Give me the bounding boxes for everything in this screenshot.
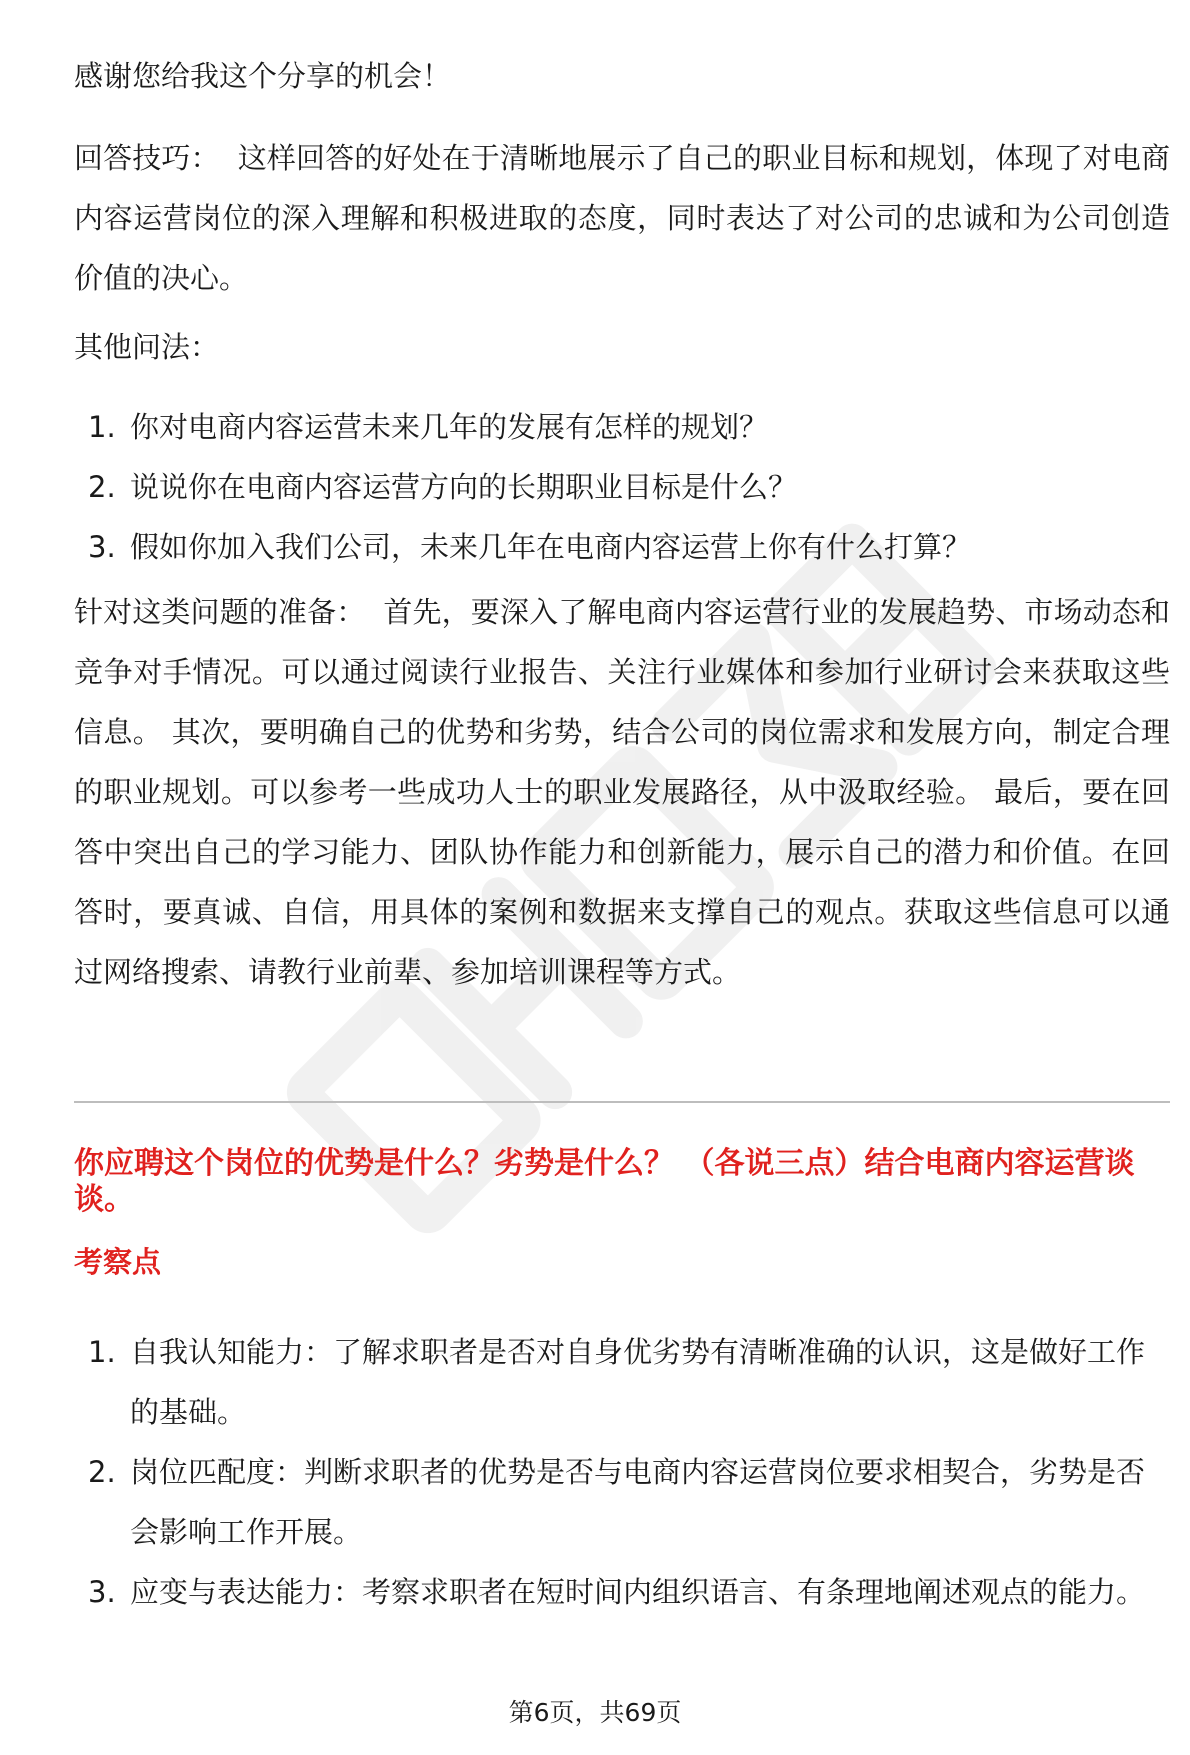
answer-tips-label: 回答技巧： — [74, 141, 220, 175]
list-item — [74, 517, 1170, 577]
answer-tips-text: 这样回答的好处在于清晰地展示了自己的职业目标和规划，体现了对电商内容运营岗位的深入理解和积极进取的态度，同时表达了对公司的忠诚和为公司创造价值的决心。 — [74, 141, 1170, 295]
preparation-text: 首先，要深入了解电商内容运营行业的发展趋势、市场动态和竞争对手情况。可以通过阅读行业报告、关注行业媒体和参加行业研讨会来获取这些信息。 其次，要明确自己的优势和劣势，结合公司的岗位需求和发展方向，制定合理的职业规划。可以参考一些成功人士的职业发展路径，从中汲取经验。 最后，要在回答中突出自己的学习能力、团队协作能力和创新能力，展示自己的潜力和价值。在回答时，要真诚、自信，用具体的案例和数据来支撑自己的观点。获取这些信息可以通过网络搜索、请教行业前辈、参加培训课程等方式。 — [74, 595, 1170, 989]
list-item-number: 3. — [88, 530, 116, 564]
other-questions-list — [74, 397, 1170, 577]
list-item-text: 岗位匹配度：判断求职者的优势是否与电商内容运营岗位要求相契合，劣势是否会影响工作开展。 — [130, 1455, 1146, 1549]
list-item-text: 应变与表达能力：考察求职者在短时间内组织语言、有条理地阐述观点的能力。 — [130, 1575, 1146, 1609]
list-item — [74, 397, 1170, 457]
list-item-number: 2. — [88, 470, 116, 504]
list-item — [74, 1562, 1170, 1622]
preparation-paragraph — [74, 582, 1170, 1002]
page-number-footer: 第6页，共69页 — [508, 1698, 682, 1727]
assessment-list — [74, 1322, 1170, 1622]
answer-tips-paragraph — [74, 128, 1170, 308]
list-item-number: 1. — [88, 410, 116, 444]
list-item-text: 自我认知能力：了解求职者是否对自身优劣势有清晰准确的认识，这是做好工作的基础。 — [130, 1335, 1146, 1429]
preparation-label: 针对这类问题的准备： — [74, 595, 366, 629]
list-item-text: 假如你加入我们公司，未来几年在电商内容运营上你有什么打算？ — [130, 530, 972, 564]
list-item-number: 2. — [88, 1455, 116, 1489]
list-item-text: 你对电商内容运营未来几年的发展有怎样的规划？ — [130, 410, 769, 444]
list-item — [74, 1322, 1170, 1442]
other-questions-label: 其他问法： — [74, 330, 220, 364]
list-item-text: 说说你在电商内容运营方向的长期职业目标是什么？ — [130, 470, 798, 504]
list-item-number: 1. — [88, 1335, 116, 1369]
thanks-line: 感谢您给我这个分享的机会！ — [74, 59, 452, 93]
question-title: 你应聘这个岗位的优势是什么？劣势是什么？ （各说三点）结合电商内容运营谈谈。 — [74, 1146, 1135, 1217]
section-divider — [74, 1101, 1170, 1103]
assessment-heading: 考察点 — [74, 1245, 162, 1279]
list-item-number: 3. — [88, 1575, 116, 1609]
list-item — [74, 1442, 1170, 1562]
list-item — [74, 457, 1170, 517]
